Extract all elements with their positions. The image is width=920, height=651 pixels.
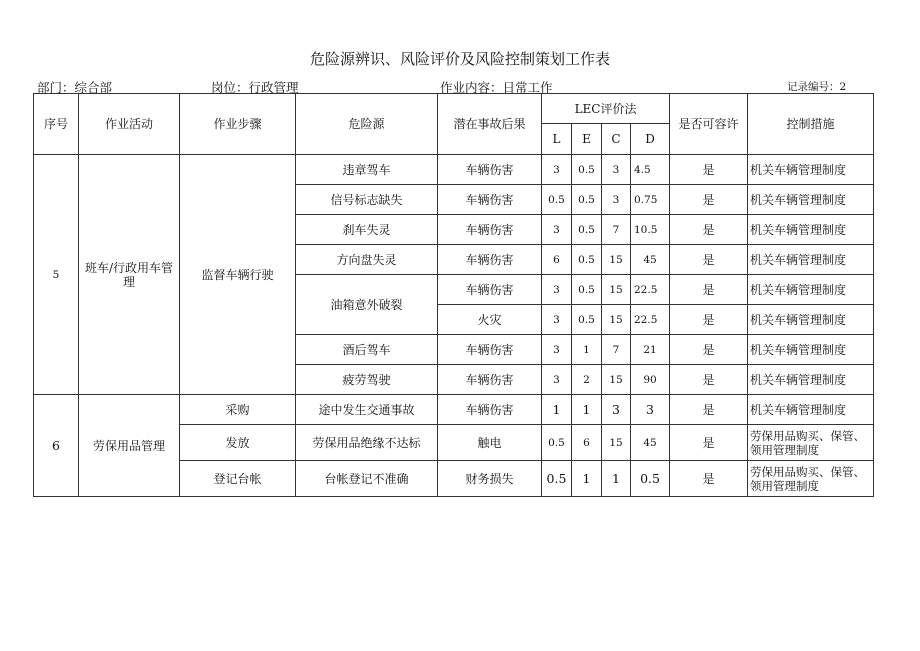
hazard-cell: 劳保用品绝缘不达标 [296,425,438,461]
C-cell: 7 [602,335,631,365]
work-content-label: 作业内容：日常工作 [440,80,553,95]
D-cell: 10.5 [631,215,670,245]
D-cell: 22.5 [631,275,670,305]
D-cell: 45 [631,245,670,275]
record-number-label: 记录编号：2 [787,81,847,93]
header-seq: 序号 [34,94,79,155]
C-cell: 3 [602,395,631,425]
consequence-cell: 车辆伤害 [438,185,542,215]
tolerable-cell: 是 [670,155,748,185]
E-cell: 0.5 [572,185,602,215]
L-cell: 3 [542,155,572,185]
tolerable-cell: 是 [670,275,748,305]
D-cell: 0.5 [631,461,670,497]
hazard-cell: 台帐登记不准确 [296,461,438,497]
consequence-cell: 车辆伤害 [438,215,542,245]
control-cell: 机关车辆管理制度 [748,245,874,275]
step-cell: 发放 [180,425,296,461]
D-cell: 90 [631,365,670,395]
C-cell: 3 [602,155,631,185]
control-cell: 机关车辆管理制度 [748,275,874,305]
consequence-cell: 车辆伤害 [438,275,542,305]
header-hazard: 危险源 [296,94,438,155]
E-cell: 0.5 [572,245,602,275]
D-cell: 22.5 [631,305,670,335]
D-cell: 21 [631,335,670,365]
tolerable-cell: 是 [670,365,748,395]
table-row [34,155,874,185]
seq-cell: 6 [34,395,79,497]
control-cell: 机关车辆管理制度 [748,305,874,335]
control-cell: 劳保用品购买、保管、领用管理制度 [748,425,874,461]
E-cell: 0.5 [572,305,602,335]
L-cell: 3 [542,215,572,245]
header-step: 作业步骤 [180,94,296,155]
L-cell: 3 [542,275,572,305]
hazard-cell: 违章驾车 [296,155,438,185]
E-cell: 6 [572,425,602,461]
department-label: 部门：综合部 [37,80,113,95]
consequence-cell: 车辆伤害 [438,335,542,365]
step-cell: 监督车辆行驶 [180,155,296,395]
E-cell: 1 [572,461,602,497]
header-E: E [572,124,602,155]
C-cell: 15 [602,275,631,305]
position-label: 岗位：行政管理 [211,80,299,95]
E-cell: 2 [572,365,602,395]
consequence-cell: 车辆伤害 [438,155,542,185]
consequence-cell: 财务损失 [438,461,542,497]
C-cell: 7 [602,215,631,245]
tolerable-cell: 是 [670,425,748,461]
header-lec: LEC评价法 [542,94,670,124]
seq-cell: 5 [34,155,79,395]
header-control: 控制措施 [748,94,874,155]
hazard-cell: 疲劳驾驶 [296,365,438,395]
hazard-cell: 刹车失灵 [296,215,438,245]
C-cell: 15 [602,305,631,335]
consequence-cell: 触电 [438,425,542,461]
control-cell: 机关车辆管理制度 [748,215,874,245]
hazard-cell: 途中发生交通事故 [296,395,438,425]
header-tolerable: 是否可容许 [670,94,748,155]
tolerable-cell: 是 [670,245,748,275]
tolerable-cell: 是 [670,335,748,365]
consequence-cell: 车辆伤害 [438,245,542,275]
tolerable-cell: 是 [670,461,748,497]
hazard-cell: 油箱意外破裂 [296,275,438,335]
C-cell: 3 [602,185,631,215]
C-cell: 1 [602,461,631,497]
activity-cell: 劳保用品管理 [79,395,180,497]
E-cell: 1 [572,335,602,365]
control-cell: 机关车辆管理制度 [748,395,874,425]
L-cell: 1 [542,395,572,425]
header-C: C [602,124,631,155]
hazard-cell: 方向盘失灵 [296,245,438,275]
L-cell: 0.5 [542,461,572,497]
C-cell: 15 [602,425,631,461]
C-cell: 15 [602,365,631,395]
activity-cell: 班车/行政用车管理 [79,155,180,395]
header-activity: 作业活动 [79,94,180,155]
L-cell: 3 [542,365,572,395]
tolerable-cell: 是 [670,305,748,335]
control-cell: 劳保用品购买、保管、领用管理制度 [748,461,874,497]
E-cell: 0.5 [572,155,602,185]
header-D: D [631,124,670,155]
control-cell: 机关车辆管理制度 [748,335,874,365]
L-cell: 0.5 [542,185,572,215]
table-row [34,395,874,425]
page-title: 危险源辨识、风险评价及风险控制策划工作表 [309,50,610,68]
hazard-cell: 酒后驾车 [296,335,438,365]
D-cell: 45 [631,425,670,461]
tolerable-cell: 是 [670,185,748,215]
consequence-cell: 车辆伤害 [438,365,542,395]
L-cell: 0.5 [542,425,572,461]
tolerable-cell: 是 [670,215,748,245]
L-cell: 3 [542,305,572,335]
control-cell: 机关车辆管理制度 [748,365,874,395]
consequence-cell: 车辆伤害 [438,395,542,425]
D-cell: 4.5 [631,155,670,185]
header-consequence: 潜在事故后果 [438,94,542,155]
E-cell: 0.5 [572,215,602,245]
step-cell: 登记台帐 [180,461,296,497]
D-cell: 3 [631,395,670,425]
D-cell: 0.75 [631,185,670,215]
C-cell: 15 [602,245,631,275]
control-cell: 机关车辆管理制度 [748,155,874,185]
header-row [34,94,874,124]
hazard-table [33,93,874,497]
L-cell: 6 [542,245,572,275]
header-L: L [542,124,572,155]
E-cell: 0.5 [572,275,602,305]
consequence-cell: 火灾 [438,305,542,335]
control-cell: 机关车辆管理制度 [748,185,874,215]
L-cell: 3 [542,335,572,365]
hazard-cell: 信号标志缺失 [296,185,438,215]
tolerable-cell: 是 [670,395,748,425]
step-cell: 采购 [180,395,296,425]
E-cell: 1 [572,395,602,425]
